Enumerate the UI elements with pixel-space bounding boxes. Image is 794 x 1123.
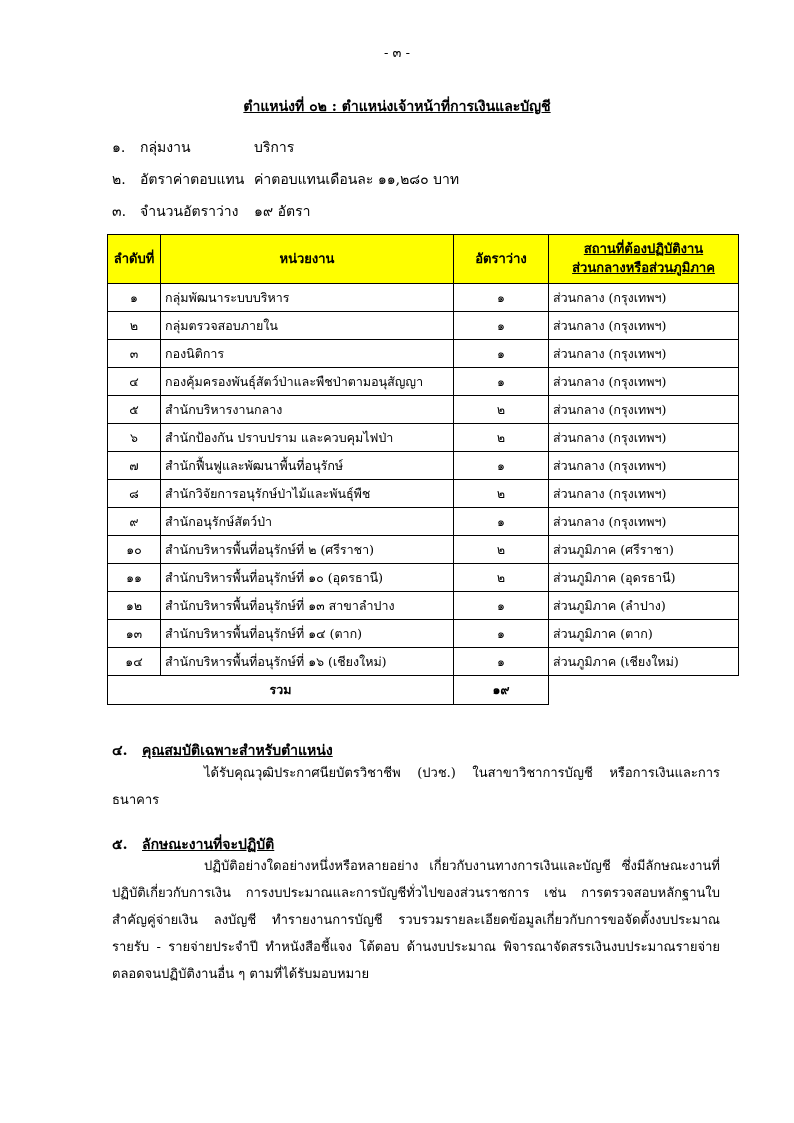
header-location-line1: สถานที่ต้องปฏิบัติงาน [583, 242, 704, 257]
table-row [108, 424, 739, 452]
info-row-vacancies [112, 201, 310, 223]
row-location: ส่วนภูมิภาค (ศรีราชา) [549, 536, 739, 564]
table-row [108, 648, 739, 676]
row-location: ส่วนภูมิภาค (ตาก) [549, 620, 739, 648]
row-vacancy: ๑ [454, 452, 549, 480]
row-vacancy: ๑ [454, 648, 549, 676]
table-row [108, 368, 739, 396]
row-number: ๑๒ [108, 592, 161, 620]
row-number: ๕ [108, 396, 161, 424]
info-number: ๑. [112, 140, 126, 156]
page-number: - ๓ - [384, 46, 410, 61]
table-total-row [108, 676, 739, 705]
row-number: ๑ [108, 284, 161, 312]
table-row [108, 508, 739, 536]
row-vacancy: ๑ [454, 508, 549, 536]
table-header-row [108, 235, 739, 284]
section4-title [112, 740, 333, 762]
row-unit: กองคุ้มครองพันธุ์สัตว์ป่าและพืชป่าตามอนุสัญญา [161, 368, 454, 396]
row-location: ส่วนภูมิภาค (อุดรธานี) [549, 564, 739, 592]
row-number: ๒ [108, 312, 161, 340]
row-location: ส่วนกลาง (กรุงเทพฯ) [549, 284, 739, 312]
table-row [108, 480, 739, 508]
table-row [108, 396, 739, 424]
table-row [108, 536, 739, 564]
row-location: ส่วนภูมิภาค (ลำปาง) [549, 592, 739, 620]
row-vacancy: ๑ [454, 620, 549, 648]
row-location: ส่วนกลาง (กรุงเทพฯ) [549, 452, 739, 480]
info-label: กลุ่มงาน [140, 140, 191, 156]
section5-body [112, 853, 720, 988]
header-unit: หน่วยงาน [161, 235, 454, 284]
header-location-line2: ส่วนกลางหรือส่วนภูมิภาค [572, 261, 715, 276]
row-location: ส่วนกลาง (กรุงเทพฯ) [549, 480, 739, 508]
row-unit: สำนักบริหารพื้นที่อนุรักษ์ที่ ๑๐ (อุดรธานี) [161, 564, 454, 592]
total-value: ๑๙ [454, 676, 549, 705]
total-label: รวม [108, 676, 454, 705]
row-location: ส่วนกลาง (กรุงเทพฯ) [549, 340, 739, 368]
row-location: ส่วนกลาง (กรุงเทพฯ) [549, 396, 739, 424]
info-label: อัตราค่าตอบแทน [140, 172, 245, 188]
row-unit: สำนักบริหารพื้นที่อนุรักษ์ที่ ๑๖ (เชียงใหม่) [161, 648, 454, 676]
section4-body [112, 760, 720, 814]
row-number: ๓ [108, 340, 161, 368]
table-row [108, 312, 739, 340]
info-value: ค่าตอบแทนเดือนละ ๑๑,๒๘๐ บาท [254, 172, 460, 188]
row-vacancy: ๒ [454, 564, 549, 592]
table-row [108, 620, 739, 648]
row-unit: สำนักบริหารพื้นที่อนุรักษ์ที่ ๑๔ (ตาก) [161, 620, 454, 648]
row-location: ส่วนกลาง (กรุงเทพฯ) [549, 368, 739, 396]
row-unit: กลุ่มตรวจสอบภายใน [161, 312, 454, 340]
info-number: ๒. [112, 172, 126, 188]
table-row [108, 564, 739, 592]
section5-number: ๕. [112, 837, 128, 853]
row-location: ส่วนกลาง (กรุงเทพฯ) [549, 312, 739, 340]
row-vacancy: ๑ [454, 368, 549, 396]
info-label: จำนวนอัตราว่าง [140, 204, 239, 220]
row-unit: สำนักวิจัยการอนุรักษ์ป่าไม้และพันธุ์พืช [161, 480, 454, 508]
table-row [108, 340, 739, 368]
row-number: ๔ [108, 368, 161, 396]
row-number: ๑๐ [108, 536, 161, 564]
page-title: ตำแหน่งที่ ๐๒ : ตำแหน่งเจ้าหน้าที่การเงินและบัญชี [243, 99, 551, 115]
info-number: ๓. [112, 204, 127, 220]
row-number: ๑๔ [108, 648, 161, 676]
row-vacancy: ๒ [454, 396, 549, 424]
table-row [108, 592, 739, 620]
row-unit: กลุ่มพัฒนาระบบบริหาร [161, 284, 454, 312]
row-unit: กองนิติการ [161, 340, 454, 368]
row-unit: สำนักบริหารพื้นที่อนุรักษ์ที่ ๑๓ สาขาลำปาง [161, 592, 454, 620]
row-vacancy: ๑ [454, 592, 549, 620]
table-row [108, 452, 739, 480]
info-value: บริการ [254, 140, 295, 156]
header-no: ลำดับที่ [108, 235, 161, 284]
row-location: ส่วนกลาง (กรุงเทพฯ) [549, 508, 739, 536]
info-row-group [112, 137, 294, 159]
total-empty-cell [549, 676, 739, 705]
row-unit: สำนักฟื้นฟูและพัฒนาพื้นที่อนุรักษ์ [161, 452, 454, 480]
row-unit: สำนักป้องกัน ปราบปราม และควบคุมไฟป่า [161, 424, 454, 452]
row-unit: สำนักบริหารพื้นที่อนุรักษ์ที่ ๒ (ศรีราชา) [161, 536, 454, 564]
row-number: ๑๓ [108, 620, 161, 648]
table-row [108, 284, 739, 312]
row-number: ๖ [108, 424, 161, 452]
info-value: ๑๙ อัตรา [254, 204, 311, 220]
row-vacancy: ๑ [454, 340, 549, 368]
row-number: ๗ [108, 452, 161, 480]
row-unit: สำนักอนุรักษ์สัตว์ป่า [161, 508, 454, 536]
section4-number: ๔. [112, 743, 128, 759]
section4-heading: คุณสมบัติเฉพาะสำหรับตำแหน่ง [142, 743, 333, 759]
header-location [549, 235, 739, 284]
section5-heading: ลักษณะงานที่จะปฏิบัติ [142, 837, 275, 853]
row-unit: สำนักบริหารงานกลาง [161, 396, 454, 424]
section5-text: ปฏิบัติอย่างใดอย่างหนึ่งหรือหลายอย่าง เกี่ยวกับงานทางการเงินและบัญชี ซึ่งมีลักษณะงานที่ปฏิบัติเกี่ยวกับการเงิน การงบประมาณและการบัญชีทั่วไปของส่วนราชการ เช่น การตรวจสอบหลักฐานใบสำคัญคู่จ่ายเงิน ลงบัญชี ทำรายงานการบัญชี รวบรวมรายละเอียดข้อมูลเกี่ยวกับการขอจัดตั้งงบประมาณรายรับ - รายจ่ายประจำปี ทำหนังสือชี้แจง โต้ตอบ ด้านงบประมาณ พิจารณาจัดสรรเงินงบประมาณรายจ่าย ตลอดจนปฏิบัติงานอื่น ๆ ตามที่ได้รับมอบหมาย [112, 859, 720, 982]
row-location: ส่วนภูมิภาค (เชียงใหม่) [549, 648, 739, 676]
vacancy-table [107, 234, 739, 705]
row-vacancy: ๒ [454, 480, 549, 508]
row-vacancy: ๑ [454, 312, 549, 340]
row-vacancy: ๒ [454, 424, 549, 452]
header-vacancy: อัตราว่าง [454, 235, 549, 284]
row-number: ๑๑ [108, 564, 161, 592]
info-row-compensation [112, 169, 459, 191]
section4-text: ได้รับคุณวุฒิประกาศนียบัตรวิชาชีพ (ปวช.) ในสาขาวิชาการบัญชี หรือการเงินและการธนาคาร [112, 766, 720, 808]
row-number: ๙ [108, 508, 161, 536]
row-location: ส่วนกลาง (กรุงเทพฯ) [549, 424, 739, 452]
row-number: ๘ [108, 480, 161, 508]
row-vacancy: ๑ [454, 284, 549, 312]
row-vacancy: ๒ [454, 536, 549, 564]
